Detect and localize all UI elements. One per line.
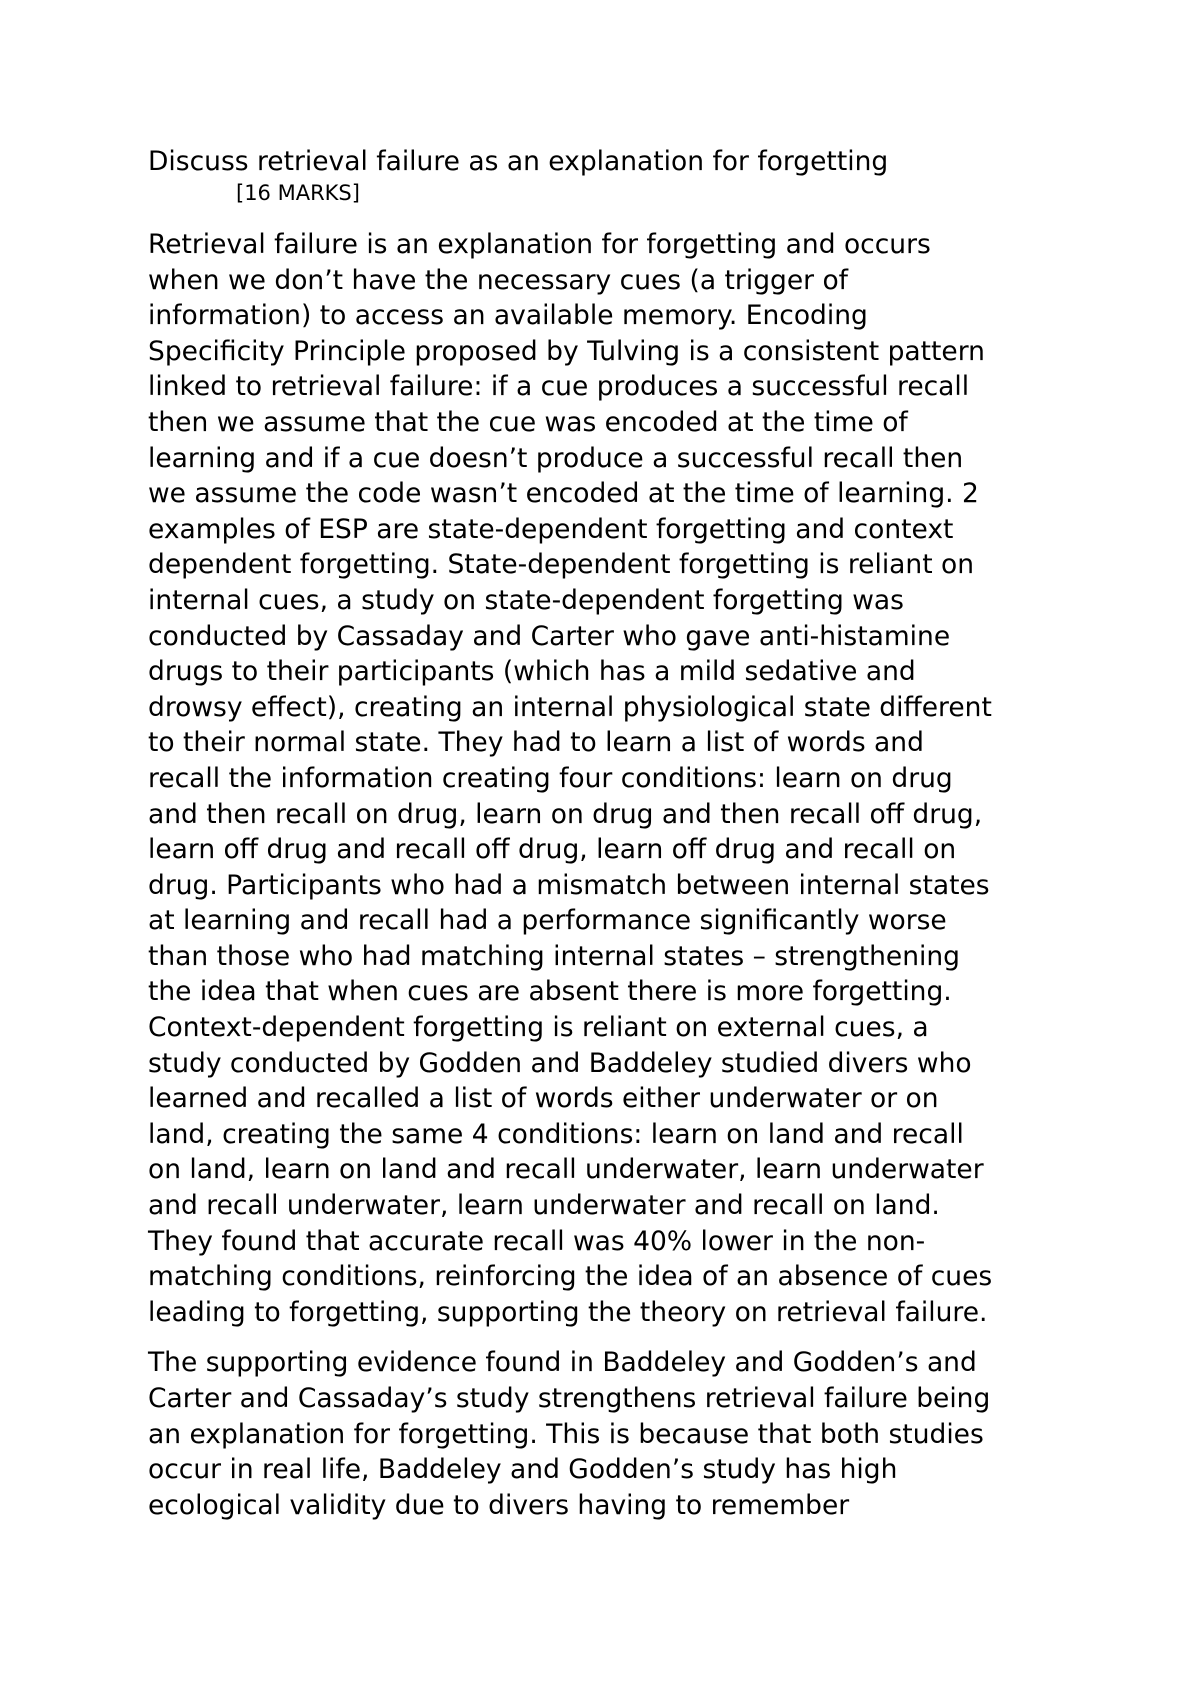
paragraph-line: leading to forgetting, supporting the theory on retrieval failure. [148, 1296, 988, 1328]
question-title: Discuss retrieval failure as an explanation for forgetting [148, 146, 889, 177]
paragraph-line: Carter and Cassaday’s study strengthens retrieval failure being [148, 1383, 991, 1414]
paragraph-line: ecological validity due to divers having to remember [148, 1489, 850, 1521]
paragraph-line: learned and recalled a list of words either underwater or on [148, 1083, 939, 1115]
paragraph-line: Specificity Principle proposed by Tulving is a consistent pattern [148, 335, 985, 367]
paragraph-line: then we assume that the cue was encoded at the time of [148, 406, 908, 438]
paragraph-line: drowsy effect), creating an internal physiological state different [148, 691, 992, 723]
paragraph-line: learn off drug and recall off drug, learn off drug and recall on [148, 834, 957, 866]
paragraph-line: study conducted by Godden and Baddeley studied divers who [148, 1047, 972, 1079]
paragraph-line: than those who had matching internal states – strengthening [148, 940, 961, 972]
paragraph-line: and recall underwater, learn underwater and recall on land. [148, 1190, 940, 1222]
paragraph-line: Retrieval failure is an explanation for forgetting and occurs [148, 229, 931, 260]
paragraph-line: drug. Participants who had a mismatch between internal states [148, 869, 990, 901]
paragraph-line: we assume the code wasn’t encoded at the time of learning. 2 [148, 478, 979, 510]
document-body [148, 146, 1078, 1523]
paragraph-line: land, creating the same 4 conditions: learn on land and recall [148, 1118, 964, 1150]
paragraph-line: an explanation for forgetting. This is because that both studies [148, 1418, 984, 1450]
paragraph-line: to their normal state. They had to learn a list of words and [148, 727, 924, 759]
paragraph-line: Context-dependent forgetting is reliant on external cues, a [148, 1012, 929, 1044]
paragraph-line: learning and if a cue doesn’t produce a successful recall then [148, 442, 964, 474]
paragraph-line: internal cues, a study on state-dependent forgetting was [148, 584, 904, 616]
paragraph-line: drugs to their participants (which has a mild sedative and [148, 656, 916, 688]
paragraph-line: the idea that when cues are absent there is more forgetting. [148, 976, 952, 1008]
paragraph-line: They found that accurate recall was 40% lower in the non- [148, 1225, 926, 1257]
paragraph-line: when we don’t have the necessary cues (a trigger of [148, 264, 848, 296]
paragraph-line: matching conditions, reinforcing the idea of an absence of cues [148, 1261, 993, 1293]
paragraph-line: examples of ESP are state-dependent forgetting and context [148, 513, 954, 545]
paragraph-line: linked to retrieval failure: if a cue produces a successful recall [148, 371, 970, 403]
paragraph-line: dependent forgetting. State-dependent forgetting is reliant on [148, 549, 975, 581]
marks-label: [16 MARKS] [236, 181, 360, 205]
paragraph-line: conducted by Cassaday and Carter who gave anti-histamine [148, 620, 951, 652]
essay-paragraph [148, 1345, 1078, 1523]
paragraph-line: occur in real life, Baddeley and Godden’s study has high [148, 1454, 898, 1486]
paragraph-line: The supporting evidence found in Baddeley and Godden’s and [148, 1347, 977, 1379]
paragraph-line: on land, learn on land and recall underwater, learn underwater [148, 1154, 984, 1186]
paragraph-line: and then recall on drug, learn on drug and then recall off drug, [148, 798, 983, 830]
paragraph-line: information) to access an available memory. Encoding [148, 300, 868, 332]
paragraph-line: recall the information creating four conditions: learn on drug [148, 762, 953, 794]
paragraph-line: at learning and recall had a performance significantly worse [148, 905, 947, 937]
essay-paragraph [148, 227, 1078, 1330]
